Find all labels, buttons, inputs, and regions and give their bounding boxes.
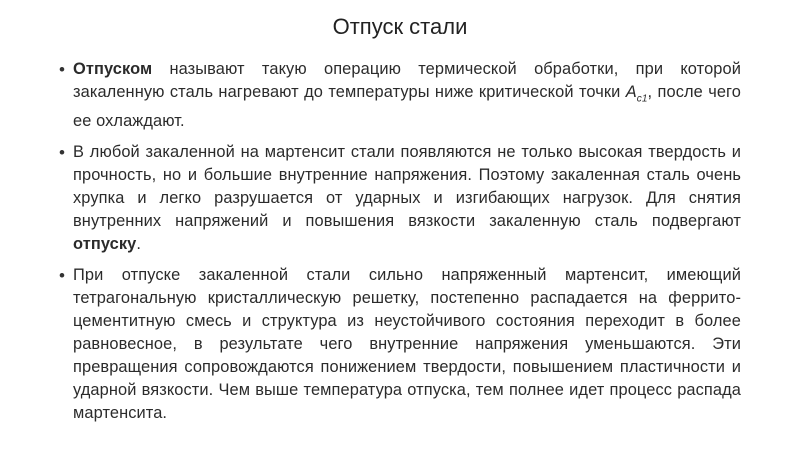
bullet-list <box>59 58 741 433</box>
definition-tail: , после чего ее охлаждают. <box>73 83 741 131</box>
term-bold: Отпуском <box>73 60 153 78</box>
stresses-text: В любой закаленной на мартенсит стали появляются не только высокая твердость и прочность, но и большие внутренние напряжения. Поэтому закаленная сталь очень хрупка и легко разрушается от ударных и изгибающих нагрузок. Для снятия внутренних напряжений и повышения вязкости закаленную сталь подвергают <box>73 143 741 231</box>
critical-point <box>625 83 648 105</box>
stresses-tail: . <box>136 235 142 254</box>
bullet-item-stresses <box>59 141 741 256</box>
bullet-item-definition <box>59 58 741 133</box>
bullet-icon: • <box>59 60 65 79</box>
bullet-text <box>73 58 741 133</box>
bullet-text <box>73 141 741 256</box>
term-bold: отпуску <box>73 235 137 254</box>
bullet-text: При отпуске закаленной стали сильно напряженный мартенсит, имеющий тетрагональную кристаллическую решетку, постепенно распадается на феррито-цементитную смесь и структура из неустойчивого состояния переходит в более равновесное, в результате чего внутренние напряжения уменьшаются. Эти превращения сопровождаются понижением твердости, повышением пластичности и ударной вязкости. Чем выше температура отпуска, тем полнее идет процесс распада мартенсита. <box>73 266 741 423</box>
bullet-icon: • <box>59 266 65 286</box>
bullet-icon: • <box>59 143 65 163</box>
definition-text: называют такую операцию термической обработки, при которой закаленную сталь нагревают до температуры ниже критической точки <box>73 60 741 101</box>
critical-point-subscript: c1 <box>636 93 648 105</box>
critical-point-letter: A <box>625 83 637 101</box>
bullet-item-process <box>59 264 741 425</box>
slide-title: Отпуск стали <box>332 14 468 39</box>
